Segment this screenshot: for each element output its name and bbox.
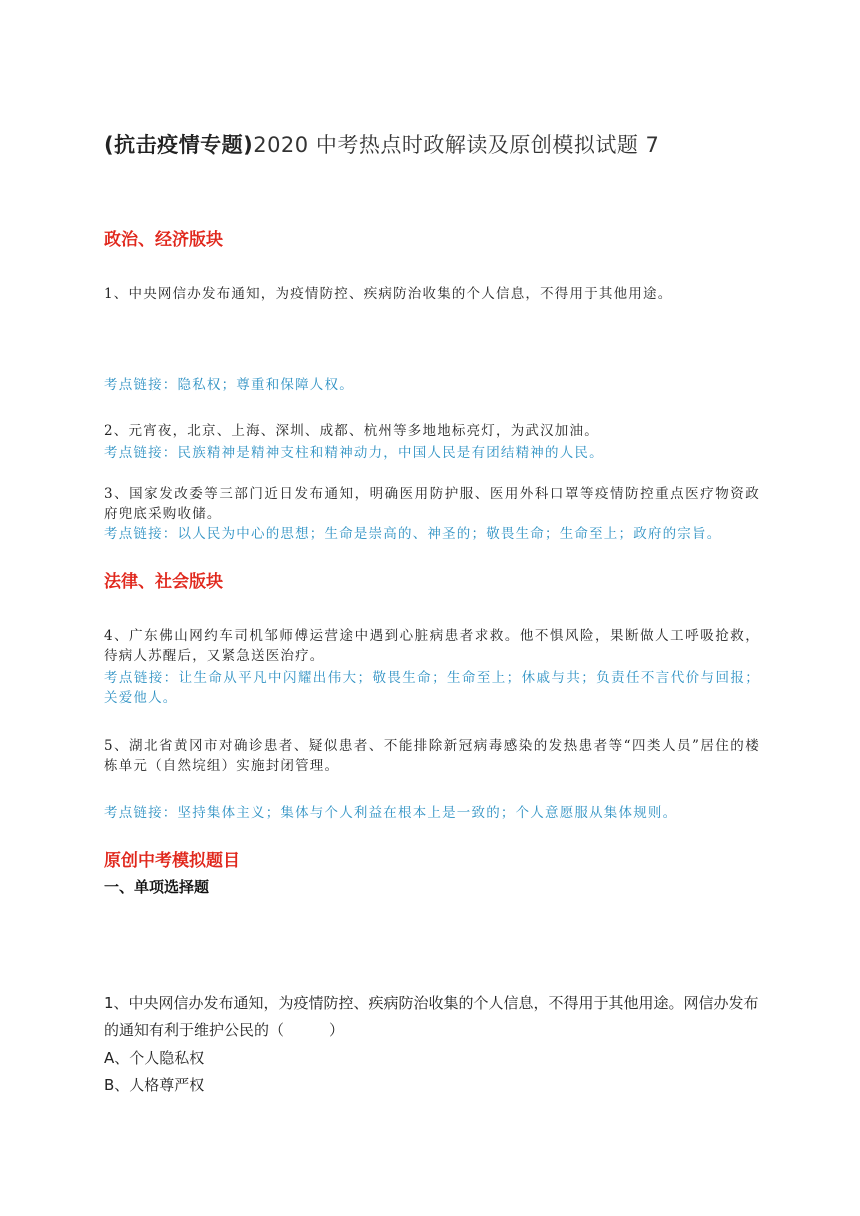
news-item-2: 2、元宵夜，北京、上海、深圳、成都、杭州等多地地标亮灯，为武汉加油。 xyxy=(104,423,599,439)
news-item-4: 4、广东佛山网约车司机邹师傅运营途中遇到心脏病患者求救。他不惧风险，果断做人工呼吸抢救，待病人苏醒后，又紧急送医治疗。 xyxy=(104,628,760,664)
subheading-single-choice: 一、单项选择题 xyxy=(104,878,210,896)
quiz-option-b: B、人格尊严权 xyxy=(104,1076,205,1094)
news-item-3: 3、国家发改委等三部门近日发布通知，明确医用防护服、医用外科口罩等疫情防控重点医疗物资政府兜底采购收储。 xyxy=(104,486,760,522)
news-item-5: 5、湖北省黄冈市对确诊患者、疑似患者、不能排除新冠病毒感染的发热患者等“四类人员”居住的楼栋单元（自然垸组）实施封闭管理。 xyxy=(104,738,760,774)
document-title xyxy=(104,131,760,159)
section-heading-law-society: 法律、社会版块 xyxy=(104,572,223,592)
news-item-1: 1、中央网信办发布通知，为疫情防控、疾病防治收集的个人信息，不得用于其他用途。 xyxy=(104,286,673,302)
quiz-option-a: A、个人隐私权 xyxy=(104,1049,205,1067)
exam-link-2: 考点链接：民族精神是精神支柱和精神动力，中国人民是有团结精神的人民。 xyxy=(104,445,604,461)
exam-link-5: 考点链接：坚持集体主义；集体与个人利益在根本上是一致的；个人意愿服从集体规则。 xyxy=(104,805,678,821)
quiz-question-1: 1、中央网信办发布通知，为疫情防控、疾病防治收集的个人信息，不得用于其他用途。网信办发布的通知有利于维护公民的（ ） xyxy=(104,994,759,1039)
title-prefix: (抗击疫情专题) xyxy=(104,133,254,157)
exam-link-4: 考点链接：让生命从平凡中闪耀出伟大；敬畏生命；生命至上；休戚与共；负责任不言代价与回报；关爱他人。 xyxy=(104,670,760,706)
section-heading-original-exam: 原创中考模拟题目 xyxy=(104,851,240,871)
exam-link-3: 考点链接：以人民为中心的思想；生命是崇高的、神圣的；敬畏生命；生命至上；政府的宗旨。 xyxy=(104,526,722,542)
section-heading-politics-economy: 政治、经济版块 xyxy=(104,230,223,250)
exam-link-1: 考点链接：隐私权；尊重和保障人权。 xyxy=(104,377,354,393)
title-main: 2020 中考热点时政解读及原创模拟试题 7 xyxy=(253,133,660,157)
